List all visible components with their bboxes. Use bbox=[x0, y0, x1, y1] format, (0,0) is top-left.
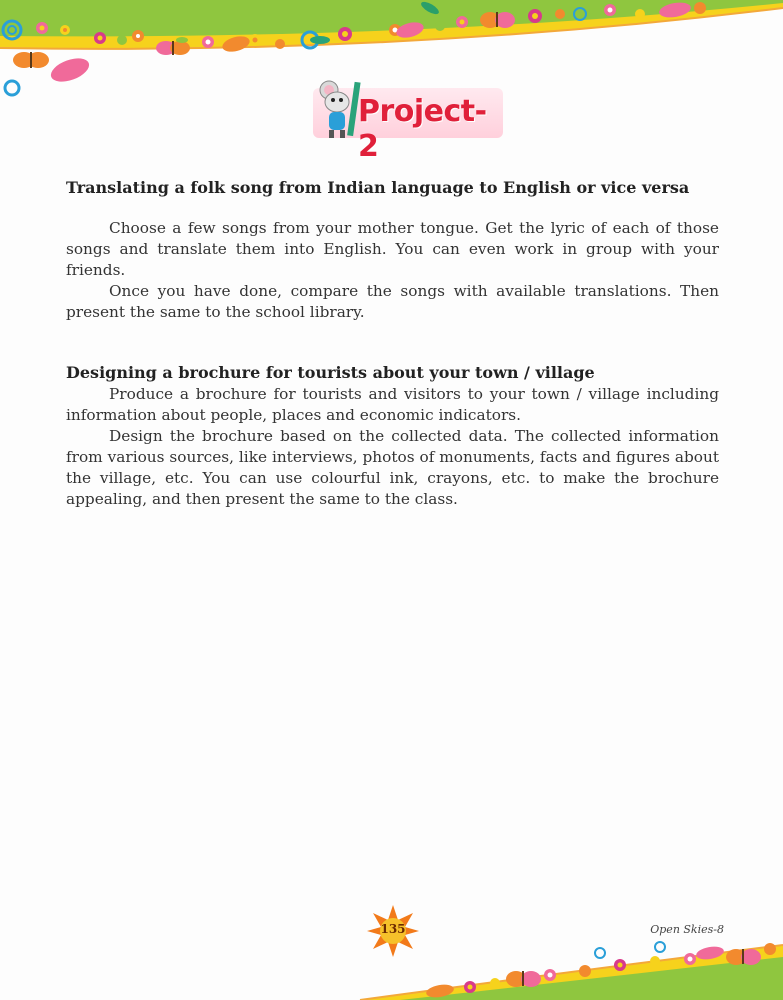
paragraph: Produce a brochure for tourists and visitors to your town / village including information about people, places and economic indicators. bbox=[66, 385, 719, 424]
page-number: 135 bbox=[380, 922, 406, 936]
page-title: Project-2 bbox=[358, 94, 487, 164]
butterfly-icon bbox=[506, 971, 541, 987]
bottom-floral-border bbox=[0, 925, 783, 1000]
paragraph: Choose a few songs from your mother tongue. Get the lyric of each of those songs and translate them into English. You can even work in group with your friends. bbox=[66, 219, 719, 279]
section-brochure bbox=[66, 362, 719, 510]
paragraph: Once you have done, compare the songs with available translations. Then present the same to the school library. bbox=[66, 282, 719, 321]
butterfly-icon bbox=[726, 949, 761, 965]
butterfly-icon bbox=[480, 12, 515, 28]
paragraph: Design the brochure based on the collected data. The collected information from various sources, like interviews, photos of monuments, facts and figures about the village, etc. You can use colourful ink, crayons, etc. to make the brochure appealing, and then present the same to the class. bbox=[66, 427, 719, 508]
section-heading: Translating a folk song from Indian language to English or vice versa bbox=[66, 178, 690, 197]
section-heading: Designing a brochure for tourists about your town / village bbox=[66, 363, 595, 382]
project-header bbox=[313, 78, 503, 164]
spiral-icon bbox=[595, 942, 665, 958]
butterfly-icon bbox=[13, 52, 49, 68]
book-name: Open Skies-8 bbox=[650, 923, 724, 936]
section-folk-song bbox=[66, 177, 719, 323]
butterfly-icon bbox=[156, 41, 190, 55]
